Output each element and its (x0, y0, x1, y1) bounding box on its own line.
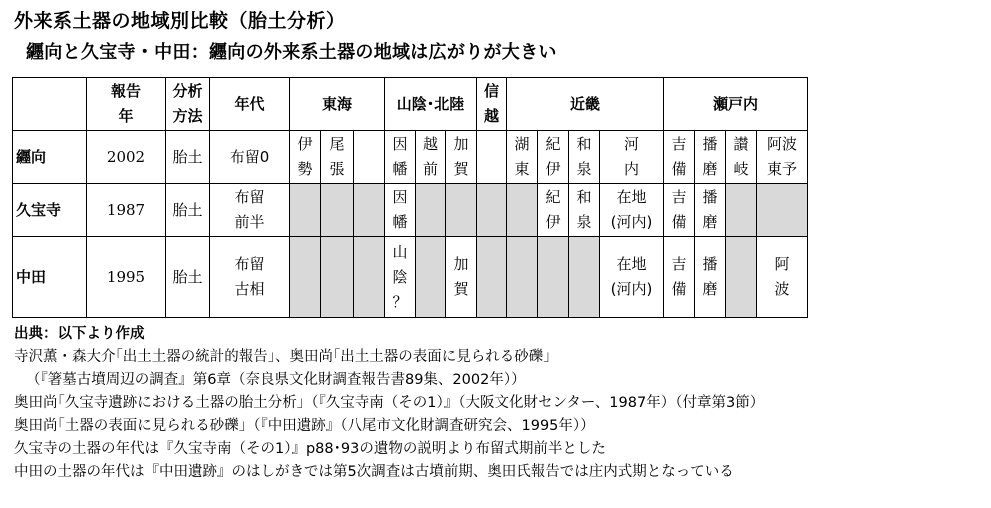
header-row (13, 78, 808, 131)
row-region-cell: 越 前 (416, 131, 446, 184)
note-line: 寺沢薫・森大介｢出土土器の統計的報告｣、奥田尚｢出土土器の表面に見られる砂礫｣ (14, 349, 551, 365)
header-site (13, 78, 87, 131)
row-region-cell (726, 184, 757, 237)
row-region-cell (290, 237, 321, 318)
note-line: 中田の土器の年代は『中田遺跡』のはしがきでは第5次調査は古墳前期、奥田氏報告では庄内式期となっている (14, 464, 734, 480)
row-region-cell (477, 131, 507, 184)
row-site-label: 久宝寺 (13, 184, 87, 237)
row-region-cell: 吉 備 (664, 184, 695, 237)
row-report-year: 1995 (87, 237, 166, 318)
row-region-cell: 播 磨 (695, 131, 726, 184)
row-region-cell (321, 237, 354, 318)
row-region-cell: 播 磨 (695, 184, 726, 237)
row-region-cell: 吉 備 (664, 131, 695, 184)
comparison-table (12, 77, 808, 318)
row-region-cell: 和 泉 (569, 131, 600, 184)
row-region-cell (538, 237, 569, 318)
row-report-year: 2002 (87, 131, 166, 184)
row-region-cell: 吉 備 (664, 237, 695, 318)
header-setouchi: 瀬戸内 (664, 78, 808, 131)
row-region-cell (477, 237, 507, 318)
row-region-cell: 尾 張 (321, 131, 354, 184)
header-report-year: 報告 年 (87, 78, 166, 131)
row-region-cell (354, 184, 385, 237)
row-region-cell: 讃 岐 (726, 131, 757, 184)
row-region-cell: 加 賀 (446, 131, 477, 184)
row-region-cell (290, 184, 321, 237)
row-site-label: 中田 (13, 237, 87, 318)
page-title: 外来系土器の地域別比較（胎土分析） (14, 10, 346, 32)
notes-heading: 出典：以下より作成 (14, 326, 145, 342)
row-region-cell: 因 幡 (385, 184, 416, 237)
row-period: 布留0 (210, 131, 290, 184)
row-region-cell (446, 184, 477, 237)
row-region-cell (507, 237, 538, 318)
table-row (13, 237, 808, 318)
row-site-label: 纒向 (13, 131, 87, 184)
row-region-cell (726, 237, 757, 318)
note-line: 久宝寺の土器の年代は『久宝寺南（その1）』p88･93の遺物の説明より布留式期前半とした (14, 441, 606, 457)
row-region-cell: 紀 伊 (538, 184, 569, 237)
row-region-cell: 河 内 (600, 131, 664, 184)
row-period: 布留 古相 (210, 237, 290, 318)
note-line: （『箸墓古墳周辺の調査』第6章（奈良県文化財調査報告書89集、2002年）） (26, 372, 526, 388)
row-method: 胎土 (166, 184, 210, 237)
row-region-cell (569, 237, 600, 318)
row-region-cell (354, 237, 385, 318)
row-method: 胎土 (166, 237, 210, 318)
row-region-cell (757, 184, 808, 237)
row-region-cell (321, 184, 354, 237)
table-row (13, 184, 808, 237)
header-sanin-hokuriku: 山陰･北陸 (385, 78, 477, 131)
row-method: 胎土 (166, 131, 210, 184)
header-method: 分析 方法 (166, 78, 210, 131)
row-region-cell: 湖 東 (507, 131, 538, 184)
row-region-cell (477, 184, 507, 237)
header-period: 年代 (210, 78, 290, 131)
header-tokai: 東海 (290, 78, 385, 131)
row-region-cell (507, 184, 538, 237)
row-region-cell: 加 賀 (446, 237, 477, 318)
row-report-year: 1987 (87, 184, 166, 237)
row-region-cell: 山 陰 ？ (385, 237, 416, 318)
row-region-cell: 阿波 東予 (757, 131, 808, 184)
row-region-cell: 紀 伊 (538, 131, 569, 184)
header-kinki: 近畿 (507, 78, 664, 131)
row-region-cell (416, 184, 446, 237)
source-notes (14, 323, 764, 484)
row-region-cell: 伊 勢 (290, 131, 321, 184)
row-region-cell: 阿 波 (757, 237, 808, 318)
row-region-cell: 在地 (河内) (600, 184, 664, 237)
table-row (13, 131, 808, 184)
note-line: 奥田尚｢土器の表面に見られる砂礫｣（『中田遺跡』（八尾市文化財調査研究会、1995年）） (14, 418, 595, 434)
row-period: 布留 前半 (210, 184, 290, 237)
row-region-cell: 和 泉 (569, 184, 600, 237)
row-region-cell: 播 磨 (695, 237, 726, 318)
header-shinetsu: 信 越 (477, 78, 507, 131)
note-line: 奥田尚｢久宝寺遺跡における土器の胎土分析｣（『久宝寺南（その1）』（大阪文化財センター、1987年）（付章第3節） (14, 395, 765, 411)
page-subtitle: 纒向と久宝寺・中田：纒向の外来系土器の地域は広がりが大きい (26, 42, 557, 63)
row-region-cell: 因 幡 (385, 131, 416, 184)
row-region-cell (354, 131, 385, 184)
row-region-cell: 在地 (河内) (600, 237, 664, 318)
row-region-cell (416, 237, 446, 318)
